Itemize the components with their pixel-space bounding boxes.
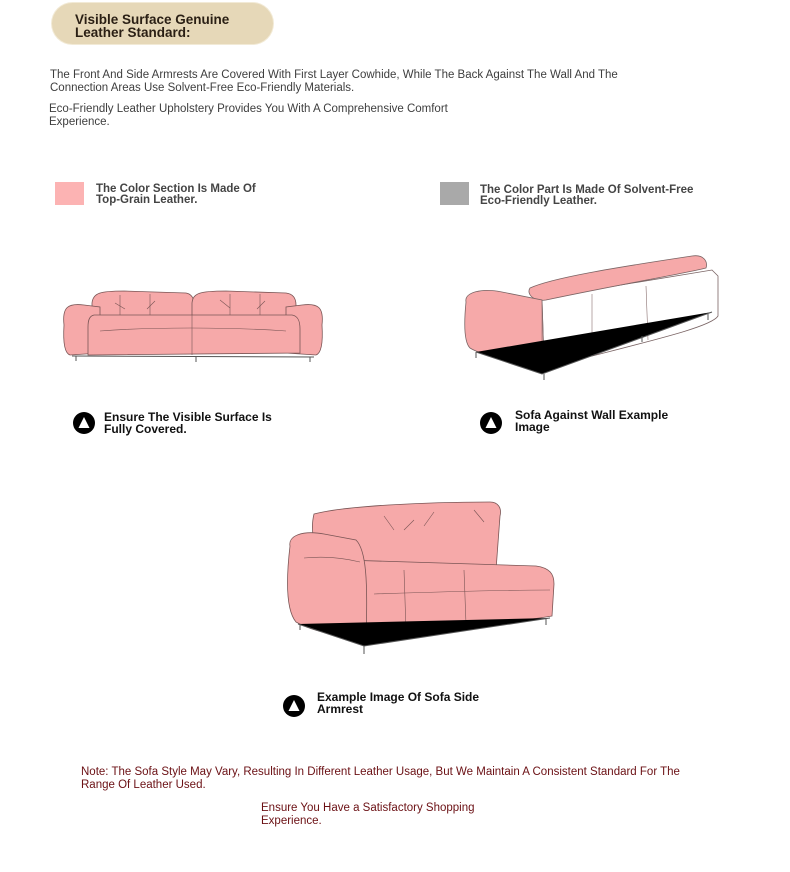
satisfaction-note: Ensure You Have a Satisfactory Shopping Experience. [261, 802, 475, 827]
warning-icon [73, 412, 95, 434]
intro-paragraph-2: Eco-Friendly Leather Upholstery Provides You With A Comprehensive Comfort Experience. [49, 103, 448, 128]
top-grain-legend-label: The Color Section Is Made Of Top-Grain Leather. [96, 183, 256, 206]
warning-icon [480, 412, 502, 434]
front-sofa-caption: Ensure The Visible Surface Is Fully Covered. [104, 410, 272, 436]
warning-icon [283, 695, 305, 717]
top-grain-color-swatch [55, 182, 84, 205]
front-sofa-illustration [60, 285, 326, 365]
back-sofa-illustration [462, 252, 720, 380]
badge-title: Visible Surface Genuine Leather Standard: [75, 12, 230, 40]
eco-leather-legend-label: The Color Part Is Made Of Solvent-Free Eco-Friendly Leather. [480, 184, 694, 207]
style-variation-note: Note: The Sofa Style May Vary, Resulting In Different Leather Usage, But We Maintain A Consistent Standard For The Range Of Leather Used. [81, 766, 680, 791]
intro-paragraph-1: The Front And Side Armrests Are Covered With First Layer Cowhide, While The Back Against The Wall And The Connection Areas Use Solvent-Free Eco-Friendly Materials. [50, 69, 618, 94]
eco-leather-color-swatch [440, 182, 469, 205]
side-sofa-illustration [284, 500, 558, 658]
side-sofa-caption: Example Image Of Sofa Side Armrest [317, 690, 480, 716]
back-sofa-caption: Sofa Against Wall Example Image [515, 408, 669, 434]
